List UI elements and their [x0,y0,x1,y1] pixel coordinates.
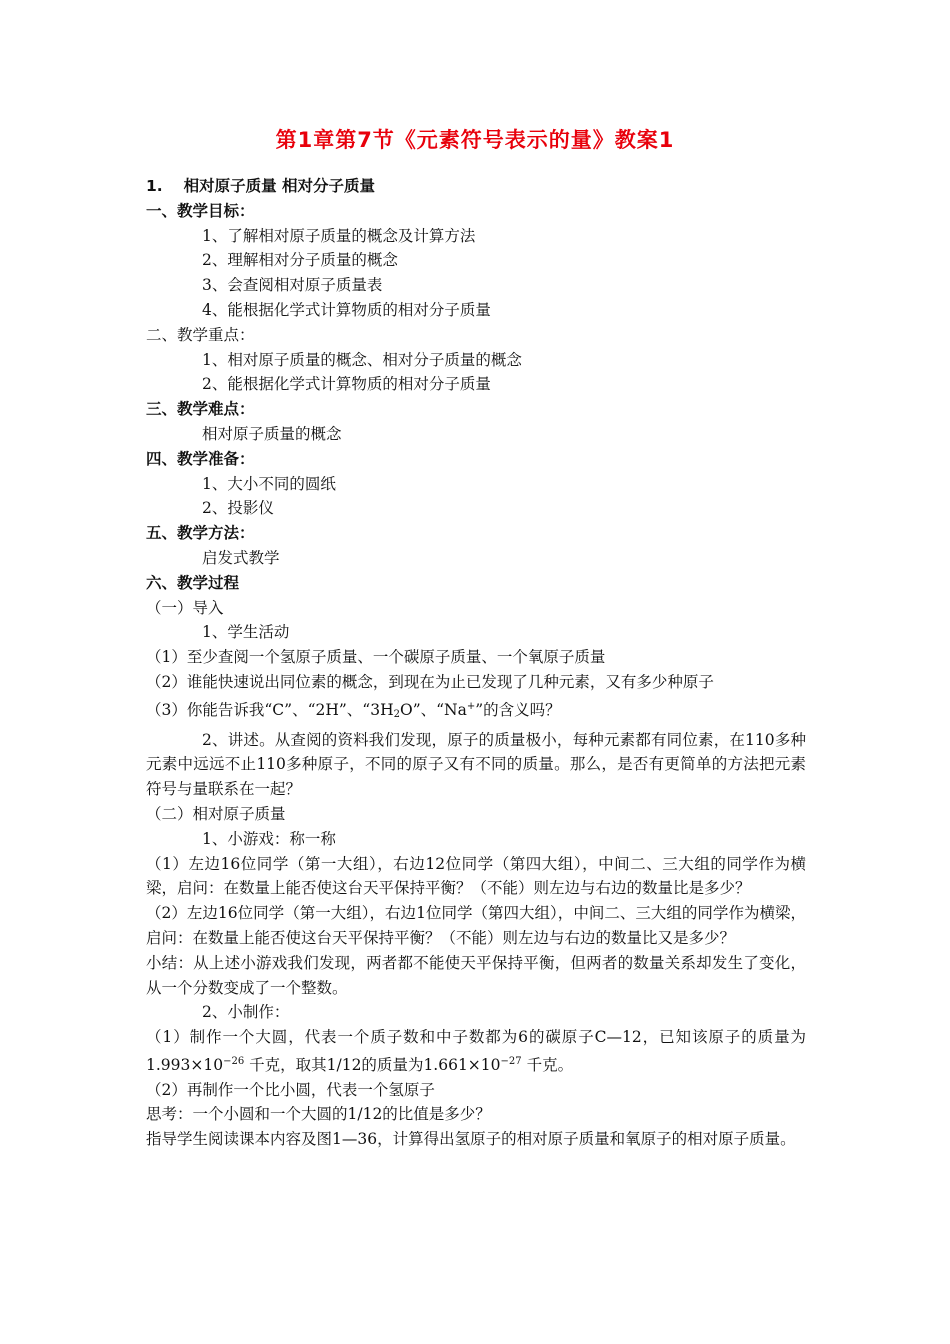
subsection-relative-mass: （二）相对原子质量 [146,804,286,823]
prep-item: 1、大小不同的圆纸 [202,474,336,493]
document-title: 第1章第7节《元素符号表示的量》教案1 [275,128,675,152]
key-item: 1、相对原子质量的概念、相对分子质量的概念 [202,350,522,369]
difficulty-text: 相对原子质量的概念 [202,424,342,443]
document-body [146,174,806,1152]
guide-paragraph: 指导学生阅读课本内容及图1—36，计算得出氢原子的相对原子质量和氧原子的相对原子质量。 [146,1130,796,1149]
prep-item: 2、投影仪 [202,499,274,518]
goal-item: 2、理解相对分子质量的概念 [202,251,398,270]
heading-goals: 一、教学目标： [146,201,255,220]
game-step-2: （2）左边16位同学（第一大组），右边1位同学（第四大组），中间二、三大组的同学作为横梁，启问：在数量上能否使这台天平保持平衡？（不能）则左边与右边的数量比又是多少？ [146,904,806,947]
game-step-1: （1）左边16位同学（第一大组），右边12位同学（第四大组），中间二、三大组的同学作为横梁，启问：在数量上能否使这台天平保持平衡？（不能）则左边与右边的数量比是多少？ [146,854,806,898]
heading-prep: 四、教学准备： [146,449,255,468]
making-step-2: （2）再制作一个比小圆，代表一个氢原子 [146,1080,435,1099]
question-3: （3）你能告诉我“C”、“2H”、“$3H_2O$”、“Na+”的含义吗？ [146,700,561,720]
think-question: 思考：一个小圆和一个大圆的1/12的比值是多少？ [146,1105,491,1124]
making-heading: 2、小制作： [202,1003,290,1022]
key-item: 2、能根据化学式计算物质的相对分子质量 [202,375,491,394]
method-text: 启发式教学 [202,548,280,567]
activity-heading: 1、学生活动 [202,623,290,642]
section-heading: 1. 相对原子质量 相对分子质量 [146,177,375,195]
game-heading: 1、小游戏：称一称 [202,829,336,848]
subsection-intro: （一）导入 [146,598,224,617]
heading-method: 五、教学方法： [146,524,255,543]
heading-difficulty: 三、教学难点： [146,400,255,419]
goal-item: 1、了解相对原子质量的概念及计算方法 [202,226,476,245]
lecture-paragraph: 2、讲述。从查阅的资料我们发现，原子的质量极小，每种元素都有同位素，在110多种元素中远远不止110多种原子，不同的原子又有不同的质量。那么，是否有更简单的方法把元素符号与量联系在一起？ [146,730,806,799]
summary-paragraph: 小结：从上述小游戏我们发现，两者都不能使天平保持平衡，但两者的数量关系却发生了变化，从一个分数变成了一个整数。 [146,953,806,997]
heading-keys: 二、教学重点： [146,325,255,344]
making-step-1: （1）制作一个大圆，代表一个质子数和中子数都为6的碳原子C—12，已知该原子的质量为$1.993\times 10^{-26}$ 千克，取其1/12的质量为$1.661\times 10^{-27}$ 千克。 [146,1028,806,1074]
question-1: （1）至少查阅一个氢原子质量、一个碳原子质量、一个氧原子质量 [146,648,606,667]
heading-process: 六、教学过程 [146,573,240,592]
goal-item: 3、会查阅相对原子质量表 [202,276,383,295]
question-2: （2）谁能快速说出同位素的概念，到现在为止已发现了几种元素，又有多少种原子 [146,672,714,691]
goal-item: 4、能根据化学式计算物质的相对分子质量 [202,300,491,319]
